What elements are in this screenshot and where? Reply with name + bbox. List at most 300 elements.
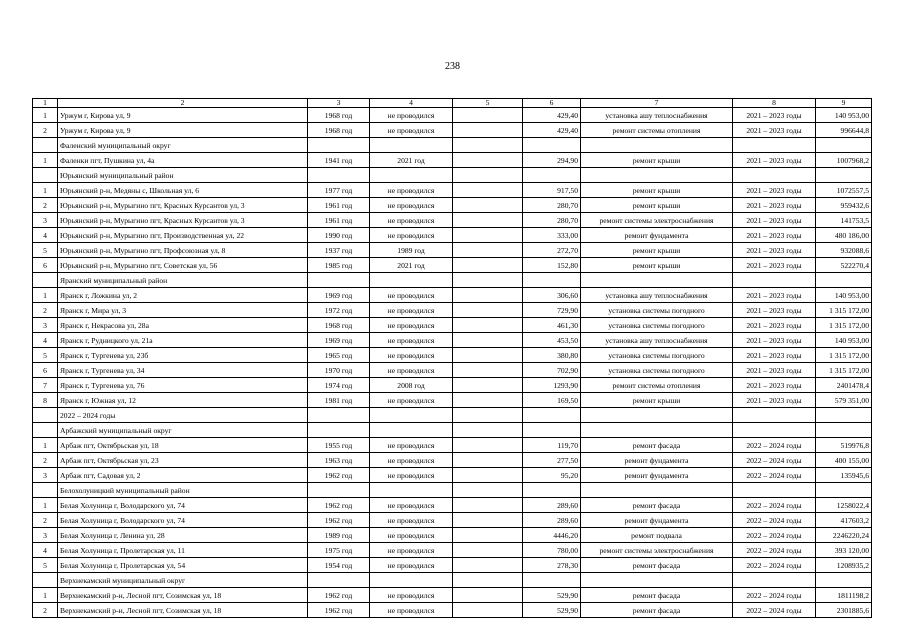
section-row (33, 408, 872, 423)
period-cell: 2021 – 2023 годы (733, 288, 816, 303)
period-cell: 2021 – 2023 годы (733, 318, 816, 333)
last-repair-year-cell: 2008 год (370, 378, 453, 393)
address-cell: Яранск г, Тургенева ул, 23б (58, 348, 308, 363)
section-row (33, 573, 872, 588)
build-year-cell: 1954 год (308, 558, 370, 573)
work-type-cell: ремонт фундамента (581, 228, 733, 243)
address-cell: Уржум г, Кирова ул, 9 (58, 123, 308, 138)
table-row (33, 243, 872, 258)
empty-cell (816, 573, 872, 588)
period-cell: 2021 – 2023 годы (733, 333, 816, 348)
work-type-cell: ремонт фундамента (581, 468, 733, 483)
address-cell: Арбаж пгт, Октябрьская ул, 23 (58, 453, 308, 468)
col-5-cell (453, 603, 523, 618)
row-number-cell: 5 (33, 348, 58, 363)
empty-cell (581, 168, 733, 183)
cost-cell: 140 953,00 (816, 108, 872, 123)
section-row (33, 273, 872, 288)
last-repair-year-cell: 2021 год (370, 153, 453, 168)
col-5-cell (453, 183, 523, 198)
area-cell: 169,50 (523, 393, 581, 408)
empty-cell (453, 483, 523, 498)
build-year-cell: 1955 год (308, 438, 370, 453)
period-cell: 2021 – 2023 годы (733, 153, 816, 168)
period-cell: 2022 – 2024 годы (733, 468, 816, 483)
address-cell: Фаленки пгт, Пушкина ул, 4а (58, 153, 308, 168)
build-year-cell: 1974 год (308, 378, 370, 393)
last-repair-year-cell: не проводился (370, 198, 453, 213)
period-cell: 2022 – 2024 годы (733, 438, 816, 453)
period-cell: 2021 – 2023 годы (733, 183, 816, 198)
empty-cell (370, 138, 453, 153)
address-cell: Юрьянский р-н, Мурыгино пгт, Профсоюзная ул, 8 (58, 243, 308, 258)
period-cell: 2022 – 2024 годы (733, 543, 816, 558)
build-year-cell: 1981 год (308, 393, 370, 408)
empty-cell (523, 573, 581, 588)
area-cell: 333,00 (523, 228, 581, 243)
section-row (33, 138, 872, 153)
table-row (33, 288, 872, 303)
col-5-cell (453, 243, 523, 258)
cost-cell: 400 155,00 (816, 453, 872, 468)
work-type-cell: ремонт фасада (581, 588, 733, 603)
build-year-cell: 1968 год (308, 318, 370, 333)
col-5-cell (453, 348, 523, 363)
cost-cell: 959432,6 (816, 198, 872, 213)
table-row (33, 468, 872, 483)
build-year-cell: 1961 год (308, 198, 370, 213)
address-cell: Яранск г, Тургенева ул, 76 (58, 378, 308, 393)
address-cell: Юрьянский р-н, Мурыгино пгт, Красных Курсантов ул, 3 (58, 213, 308, 228)
table-row (33, 333, 872, 348)
build-year-cell: 1977 год (308, 183, 370, 198)
row-number-cell: 1 (33, 588, 58, 603)
build-year-cell: 1937 год (308, 243, 370, 258)
area-cell: 429,40 (523, 108, 581, 123)
empty-cell (308, 408, 370, 423)
row-number-cell: 6 (33, 363, 58, 378)
build-year-cell: 1965 год (308, 348, 370, 363)
empty-cell (308, 138, 370, 153)
row-number-cell: 5 (33, 558, 58, 573)
period-cell: 2021 – 2023 годы (733, 348, 816, 363)
cost-cell: 2401478,4 (816, 378, 872, 393)
cost-cell: 141753,5 (816, 213, 872, 228)
row-number-cell: 1 (33, 288, 58, 303)
area-cell: 429,40 (523, 123, 581, 138)
empty-cell (816, 273, 872, 288)
col-5-cell (453, 558, 523, 573)
empty-cell (453, 273, 523, 288)
work-type-cell: ремонт системы электроснабжения (581, 213, 733, 228)
empty-cell (581, 423, 733, 438)
last-repair-year-cell: не проводился (370, 333, 453, 348)
cost-cell: 1 315 172,00 (816, 363, 872, 378)
header-cell: 4 (370, 99, 453, 108)
area-cell: 289,60 (523, 498, 581, 513)
work-type-cell: ремонт крыши (581, 183, 733, 198)
period-cell: 2021 – 2023 годы (733, 243, 816, 258)
last-repair-year-cell: не проводился (370, 228, 453, 243)
area-cell: 380,80 (523, 348, 581, 363)
empty-cell (523, 423, 581, 438)
row-number-cell: 2 (33, 513, 58, 528)
table-row (33, 318, 872, 333)
col-5-cell (453, 498, 523, 513)
empty-cell (581, 573, 733, 588)
empty-cell (816, 138, 872, 153)
empty-cell (733, 483, 816, 498)
empty-cell (453, 168, 523, 183)
address-cell: Арбаж пгт, Октябрьская ул, 18 (58, 438, 308, 453)
col-5-cell (453, 198, 523, 213)
address-cell: Юрьянский р-н, Мурыгино пгт, Красных Курсантов ул, 3 (58, 198, 308, 213)
area-cell: 289,60 (523, 513, 581, 528)
period-cell: 2022 – 2024 годы (733, 498, 816, 513)
table-row (33, 558, 872, 573)
work-type-cell: ремонт фундамента (581, 453, 733, 468)
address-cell: Яранск г, Некрасова ул, 28а (58, 318, 308, 333)
last-repair-year-cell: не проводился (370, 348, 453, 363)
header-cell: 2 (58, 99, 308, 108)
section-title: Фаленский муниципальный округ (58, 138, 308, 153)
period-cell: 2021 – 2023 годы (733, 393, 816, 408)
row-number-cell: 1 (33, 183, 58, 198)
empty-cell (523, 408, 581, 423)
col-5-cell (453, 438, 523, 453)
last-repair-year-cell: не проводился (370, 528, 453, 543)
area-cell: 529,90 (523, 588, 581, 603)
table-row (33, 303, 872, 318)
empty-cell (308, 273, 370, 288)
area-cell: 95,20 (523, 468, 581, 483)
col-5-cell (453, 258, 523, 273)
cost-cell: 140 953,00 (816, 288, 872, 303)
empty-cell (453, 423, 523, 438)
period-cell: 2021 – 2023 годы (733, 258, 816, 273)
area-cell: 917,50 (523, 183, 581, 198)
work-type-cell: ремонт крыши (581, 243, 733, 258)
col-5-cell (453, 213, 523, 228)
work-type-cell: ремонт подвала (581, 528, 733, 543)
last-repair-year-cell: не проводился (370, 363, 453, 378)
col-5-cell (453, 288, 523, 303)
cost-cell: 996644,8 (816, 123, 872, 138)
row-number-cell: 1 (33, 108, 58, 123)
row-number-cell: 4 (33, 543, 58, 558)
cost-cell: 1258022,4 (816, 498, 872, 513)
last-repair-year-cell: не проводился (370, 288, 453, 303)
work-type-cell: ремонт системы отопления (581, 123, 733, 138)
header-cell: 1 (33, 99, 58, 108)
area-cell: 4446,20 (523, 528, 581, 543)
works-table (32, 98, 872, 618)
work-type-cell: установка ашу теплоснабжения (581, 108, 733, 123)
address-cell: Белая Холуница г, Пролетарская ул, 54 (58, 558, 308, 573)
area-cell: 272,70 (523, 243, 581, 258)
empty-cell (816, 483, 872, 498)
work-type-cell: ремонт системы электроснабжения (581, 543, 733, 558)
section-title: 2022 – 2024 годы (58, 408, 308, 423)
cost-cell: 2246220,24 (816, 528, 872, 543)
last-repair-year-cell: не проводился (370, 513, 453, 528)
area-cell: 280,70 (523, 198, 581, 213)
period-cell: 2021 – 2023 годы (733, 303, 816, 318)
table-row (33, 183, 872, 198)
period-cell: 2022 – 2024 годы (733, 603, 816, 618)
build-year-cell: 1990 год (308, 228, 370, 243)
address-cell: Верхнекамский р-н, Лесной пгт, Созимская ул, 18 (58, 588, 308, 603)
build-year-cell: 1941 год (308, 153, 370, 168)
last-repair-year-cell: не проводился (370, 318, 453, 333)
build-year-cell: 1968 год (308, 108, 370, 123)
address-cell: Белая Холуница г, Володарского ул, 74 (58, 498, 308, 513)
empty-cell (308, 573, 370, 588)
empty-cell (523, 168, 581, 183)
header-cell: 9 (816, 99, 872, 108)
empty-cell (816, 168, 872, 183)
section-number-cell (33, 423, 58, 438)
area-cell: 702,90 (523, 363, 581, 378)
row-number-cell: 3 (33, 213, 58, 228)
cost-cell: 1 315 172,00 (816, 318, 872, 333)
work-type-cell: ремонт фасада (581, 603, 733, 618)
period-cell: 2022 – 2024 годы (733, 528, 816, 543)
period-cell: 2022 – 2024 годы (733, 588, 816, 603)
empty-cell (523, 273, 581, 288)
row-number-cell: 7 (33, 378, 58, 393)
build-year-cell: 1962 год (308, 513, 370, 528)
table-row (33, 348, 872, 363)
cost-cell: 1811198,2 (816, 588, 872, 603)
work-type-cell: установка системы погодного (581, 363, 733, 378)
work-type-cell: ремонт крыши (581, 153, 733, 168)
table-row (33, 438, 872, 453)
area-cell: 780,00 (523, 543, 581, 558)
section-row (33, 483, 872, 498)
last-repair-year-cell: не проводился (370, 468, 453, 483)
section-title: Арбажский муниципальный округ (58, 423, 308, 438)
empty-cell (733, 168, 816, 183)
table-row (33, 498, 872, 513)
table-row (33, 543, 872, 558)
area-cell: 1293,90 (523, 378, 581, 393)
cost-cell: 1208935,2 (816, 558, 872, 573)
empty-cell (733, 138, 816, 153)
row-number-cell: 4 (33, 333, 58, 348)
header-cell: 6 (523, 99, 581, 108)
last-repair-year-cell: 2021 год (370, 258, 453, 273)
section-title: Яранский муниципальный район (58, 273, 308, 288)
cost-cell: 140 953,00 (816, 333, 872, 348)
row-number-cell: 3 (33, 318, 58, 333)
table-row (33, 228, 872, 243)
empty-cell (370, 423, 453, 438)
section-number-cell (33, 573, 58, 588)
build-year-cell: 1968 год (308, 123, 370, 138)
section-number-cell (33, 273, 58, 288)
section-title: Белохолуницкий муниципальный район (58, 483, 308, 498)
work-type-cell: установка ашу теплоснабжения (581, 333, 733, 348)
row-number-cell: 2 (33, 603, 58, 618)
table-row (33, 513, 872, 528)
address-cell: Белая Холуница г, Пролетарская ул, 11 (58, 543, 308, 558)
area-cell: 306,60 (523, 288, 581, 303)
empty-cell (581, 273, 733, 288)
area-cell: 278,30 (523, 558, 581, 573)
table-row (33, 528, 872, 543)
section-row (33, 423, 872, 438)
work-type-cell: ремонт крыши (581, 198, 733, 213)
col-5-cell (453, 153, 523, 168)
col-5-cell (453, 513, 523, 528)
build-year-cell: 1962 год (308, 468, 370, 483)
period-cell: 2021 – 2023 годы (733, 123, 816, 138)
header-cell: 3 (308, 99, 370, 108)
empty-cell (370, 273, 453, 288)
empty-cell (453, 573, 523, 588)
last-repair-year-cell: не проводился (370, 123, 453, 138)
col-5-cell (453, 123, 523, 138)
col-5-cell (453, 468, 523, 483)
build-year-cell: 1970 год (308, 363, 370, 378)
build-year-cell: 1963 год (308, 453, 370, 468)
last-repair-year-cell: не проводился (370, 588, 453, 603)
row-number-cell: 1 (33, 438, 58, 453)
page-number: 238 (445, 61, 460, 72)
col-5-cell (453, 378, 523, 393)
empty-cell (581, 408, 733, 423)
section-title: Верхнекамский муниципальный округ (58, 573, 308, 588)
col-5-cell (453, 363, 523, 378)
last-repair-year-cell: не проводился (370, 558, 453, 573)
period-cell: 2021 – 2023 годы (733, 228, 816, 243)
area-cell: 119,70 (523, 438, 581, 453)
empty-cell (733, 423, 816, 438)
area-cell: 277,50 (523, 453, 581, 468)
table-row (33, 213, 872, 228)
last-repair-year-cell: 1989 год (370, 243, 453, 258)
empty-cell (816, 408, 872, 423)
row-number-cell: 3 (33, 468, 58, 483)
row-number-cell: 4 (33, 228, 58, 243)
period-cell: 2021 – 2023 годы (733, 213, 816, 228)
build-year-cell: 1969 год (308, 288, 370, 303)
empty-cell (308, 168, 370, 183)
cost-cell: 932088,6 (816, 243, 872, 258)
work-type-cell: ремонт крыши (581, 393, 733, 408)
build-year-cell: 1985 год (308, 258, 370, 273)
empty-cell (370, 168, 453, 183)
table-row (33, 378, 872, 393)
last-repair-year-cell: не проводился (370, 603, 453, 618)
cost-cell: 2301885,6 (816, 603, 872, 618)
build-year-cell: 1969 год (308, 333, 370, 348)
empty-cell (453, 138, 523, 153)
row-number-cell: 2 (33, 198, 58, 213)
address-cell: Белая Холуница г, Володарского ул, 74 (58, 513, 308, 528)
work-type-cell: ремонт крыши (581, 258, 733, 273)
build-year-cell: 1961 год (308, 213, 370, 228)
table-row (33, 453, 872, 468)
cost-cell: 417603,2 (816, 513, 872, 528)
table-row (33, 603, 872, 618)
last-repair-year-cell: не проводился (370, 393, 453, 408)
area-cell: 729,90 (523, 303, 581, 318)
period-cell: 2021 – 2023 годы (733, 198, 816, 213)
last-repair-year-cell: не проводился (370, 303, 453, 318)
last-repair-year-cell: не проводился (370, 108, 453, 123)
section-number-cell (33, 483, 58, 498)
col-5-cell (453, 228, 523, 243)
work-type-cell: ремонт системы отопления (581, 378, 733, 393)
address-cell: Яранск г, Тургенева ул, 34 (58, 363, 308, 378)
build-year-cell: 1962 год (308, 588, 370, 603)
table-row (33, 108, 872, 123)
build-year-cell: 1962 год (308, 603, 370, 618)
period-cell: 2021 – 2023 годы (733, 363, 816, 378)
area-cell: 461,30 (523, 318, 581, 333)
header-cell: 8 (733, 99, 816, 108)
address-cell: Юрьянский р-н, Мурыгино пгт, Производственная ул, 22 (58, 228, 308, 243)
build-year-cell: 1972 год (308, 303, 370, 318)
period-cell: 2022 – 2024 годы (733, 453, 816, 468)
row-number-cell: 5 (33, 243, 58, 258)
cost-cell: 480 186,00 (816, 228, 872, 243)
work-type-cell: установка ашу теплоснабжения (581, 288, 733, 303)
build-year-cell: 1962 год (308, 498, 370, 513)
empty-cell (523, 138, 581, 153)
table-row (33, 393, 872, 408)
empty-cell (370, 573, 453, 588)
empty-cell (523, 483, 581, 498)
build-year-cell: 1989 год (308, 528, 370, 543)
work-type-cell: установка системы погодного (581, 303, 733, 318)
col-5-cell (453, 303, 523, 318)
cost-cell: 393 120,00 (816, 543, 872, 558)
section-title: Юрьянский муниципальный район (58, 168, 308, 183)
work-type-cell: ремонт фасада (581, 498, 733, 513)
row-number-cell: 1 (33, 498, 58, 513)
cost-cell: 135945,6 (816, 468, 872, 483)
header-cell: 5 (453, 99, 523, 108)
last-repair-year-cell: не проводился (370, 453, 453, 468)
work-type-cell: ремонт фасада (581, 438, 733, 453)
cost-cell: 522270,4 (816, 258, 872, 273)
area-cell: 453,50 (523, 333, 581, 348)
table-row (33, 258, 872, 273)
section-number-cell (33, 168, 58, 183)
empty-cell (370, 483, 453, 498)
work-type-cell: установка системы погодного (581, 348, 733, 363)
address-cell: Уржум г, Кирова ул, 9 (58, 108, 308, 123)
empty-cell (733, 573, 816, 588)
row-number-cell: 1 (33, 153, 58, 168)
cost-cell: 1 315 172,00 (816, 348, 872, 363)
work-type-cell: ремонт фасада (581, 558, 733, 573)
address-cell: Юрьянский р-н, Медяны с, Школьная ул, 6 (58, 183, 308, 198)
empty-cell (308, 423, 370, 438)
section-number-cell (33, 138, 58, 153)
row-number-cell: 8 (33, 393, 58, 408)
cost-cell: 1 315 172,00 (816, 303, 872, 318)
header-cell: 7 (581, 99, 733, 108)
col-5-cell (453, 318, 523, 333)
row-number-cell: 6 (33, 258, 58, 273)
header-row (33, 99, 872, 108)
col-5-cell (453, 453, 523, 468)
empty-cell (733, 273, 816, 288)
